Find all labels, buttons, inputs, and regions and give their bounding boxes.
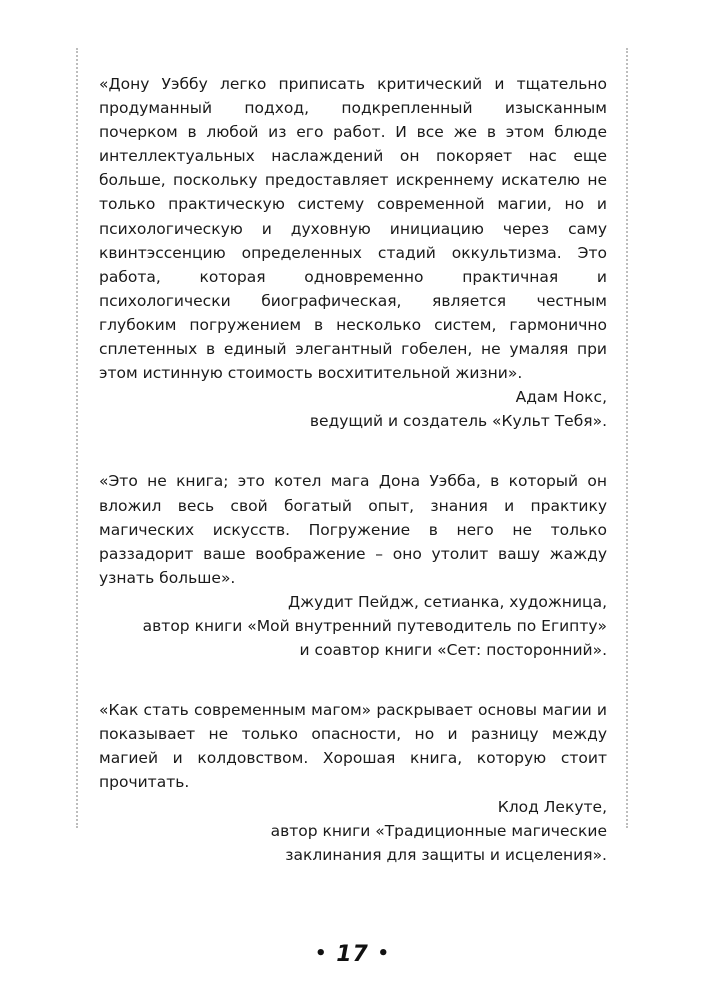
quote-author-role: заклинания для защиты и исцеления». — [285, 845, 607, 864]
quote-block-3 — [99, 698, 607, 867]
bullet-icon: • — [377, 943, 390, 964]
quote-text: «Дону Уэббу легко приписать критический и тщательно продуманный подход, подкрепленный изысканным почерком в любой из его работ. И все же в этом блюде интеллектуальных наслаждений он покоряет нас еще больше, поскольку предоставляет искреннему искателю не только практическую систему современной магии, но и психологическую и духовную инициацию через саму квинтэссенцию определенных стадий оккультизма. Это работа, которая одновременно практичная и психологически биографическая, является честным глубоким погружением в несколько систем, гармонично сплетенных в единый элегантный гобелен, не умаляя при этом истинную стоимость восхитительной жизни». — [99, 75, 607, 383]
quote-text: «Как стать современным магом» раскрывает основы магии и показывает не только опасности, но и разницу между магией и колдовством. Хорошая книга, которую стоит прочитать. — [99, 701, 607, 792]
quote-block-1 — [99, 72, 607, 433]
page-number — [0, 942, 705, 967]
quote-author: Адам Нокс, — [515, 388, 607, 407]
quote-block-2 — [99, 469, 607, 662]
bullet-icon: • — [315, 943, 328, 964]
quote-author-role: и соавтор книги «Сет: посторонний». — [299, 641, 607, 660]
page-content — [99, 72, 607, 903]
quote-author: Клод Лекуте, — [497, 797, 607, 816]
quote-author-role: ведущий и создатель «Культ Тебя». — [309, 412, 607, 431]
quote-text: «Это не книга; это котел мага Дона Уэбба, в который он вложил весь свой богатый опыт, знания и практику магических искусств. Погружение в него не только раззадорит ваше воображение – оно утолит вашу жажду узнать больше». — [99, 472, 607, 587]
quote-author: Джудит Пейдж, сетианка, художница, — [288, 592, 607, 611]
quote-author-role: автор книги «Мой внутренний путеводитель по Египту» — [142, 616, 607, 635]
page-number-value: 17 — [336, 942, 369, 967]
quote-author-role: автор книги «Традиционные магические — [270, 821, 607, 840]
right-dotted-border — [626, 48, 628, 828]
left-dotted-border — [76, 48, 78, 828]
